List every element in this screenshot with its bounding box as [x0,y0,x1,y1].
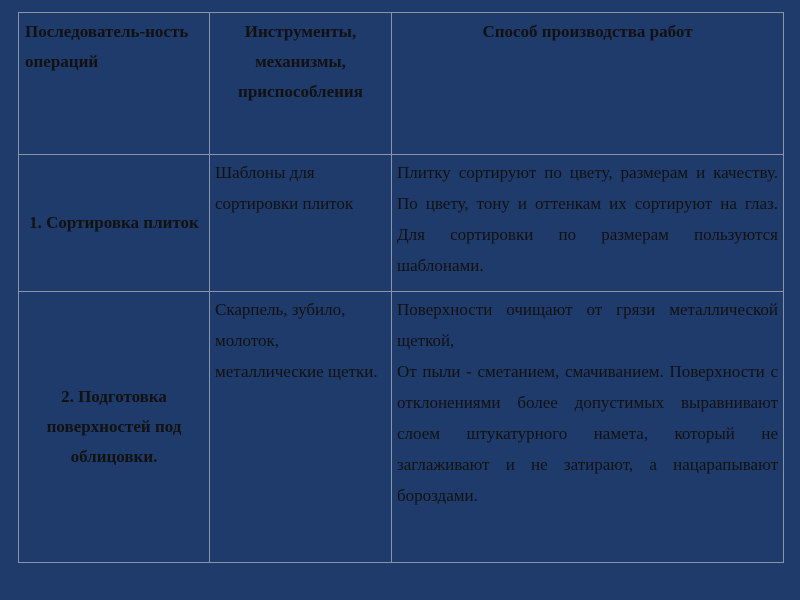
method-preparation [392,292,784,563]
tools-preparation: Скарпель, зубило, молоток, металлические щетки. [210,292,392,563]
method-paragraph: Поверхности очищают от грязи металлической щеткой, [397,300,778,350]
tools-sorting: Шаблоны для сортировки плиток [210,155,392,292]
stage-sorting: 1. Сортировка плиток [19,155,210,292]
table-row [19,292,784,563]
header-tools: Инструменты, механизмы, приспособления [210,13,392,155]
header-row [19,13,784,155]
stage-preparation: 2. Подготовка поверхностей под облицовки. [19,292,210,563]
method-paragraph: От пыли - сметанием, смачиванием. Поверхности с отклонениями более допустимых выравнивают слоем штукатурного намета, который не заглаживают и не затирают, а нацарапывают бороздами. [397,362,778,505]
method-paragraph: Плитку сортируют по цвету, размерам и качеству. По цвету, тону и оттенкам их сортируют на глаз. Для сортировки по размерам пользуются шаблонами. [397,163,778,275]
header-sequence: Последователь-ность операций [19,13,210,155]
table-row [19,155,784,292]
method-sorting [392,155,784,292]
header-method: Способ производства работ [392,13,784,155]
operations-table [18,12,784,563]
